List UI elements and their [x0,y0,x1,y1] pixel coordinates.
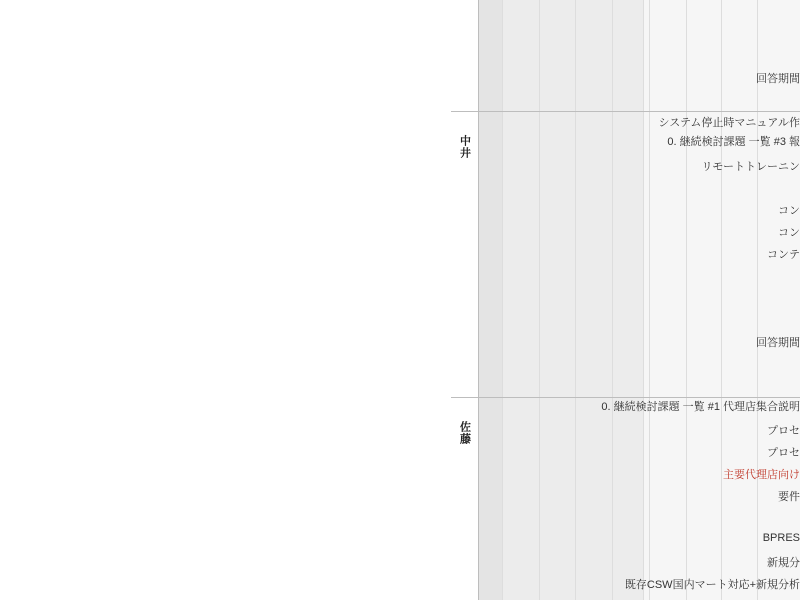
grid-divider [643,0,644,600]
grid-divider [721,0,722,600]
grid-divider [757,0,758,600]
group-separator [451,111,800,112]
task-label[interactable]: 要件 [778,491,800,503]
grid-divider [502,0,503,600]
task-label[interactable]: リモートトレーニン [701,161,800,173]
grid-divider [539,0,540,600]
task-label[interactable]: コン [778,227,800,239]
grid-divider [575,0,576,600]
grid-column-light [721,0,757,600]
grid-column-shaded [502,0,539,600]
group-label-sato: 佐藤 [458,421,471,445]
task-label[interactable]: コンテ [767,249,800,261]
group-separator [451,397,800,398]
task-label[interactable]: 既存CSW国内マート対応+新規分析 [624,579,800,591]
grid-divider [686,0,687,600]
grid-column-light [649,0,686,600]
grid-divider [478,0,479,600]
task-label[interactable]: コン [778,205,800,217]
gantt-grid [451,0,800,600]
grid-column-light [757,0,800,600]
task-label[interactable]: プロセ [767,447,800,459]
task-label[interactable]: プロセ [767,425,800,437]
task-label[interactable]: 回答期間 [756,73,800,85]
grid-column-light [686,0,721,600]
task-label[interactable]: 新規分 [767,557,800,569]
grid-divider [612,0,613,600]
grid-column-shaded [478,0,502,600]
task-label-highlighted[interactable]: 主要代理店向け [723,469,800,481]
grid-divider [649,0,650,600]
task-label[interactable]: 回答期間 [756,337,800,349]
grid-column-shaded [539,0,575,600]
task-label[interactable]: システム停止時マニュアル作 [658,117,800,129]
group-label-nakai: 中井 [458,135,471,159]
grid-column-shaded [575,0,612,600]
task-label[interactable]: BPRES [762,532,800,544]
grid-column-shaded [612,0,643,600]
task-label[interactable]: 0. 継続検討課題 一覧 #3 報 [667,136,800,148]
task-label[interactable]: 0. 継続検討課題 一覧 #1 代理店集合説明 [601,401,800,413]
